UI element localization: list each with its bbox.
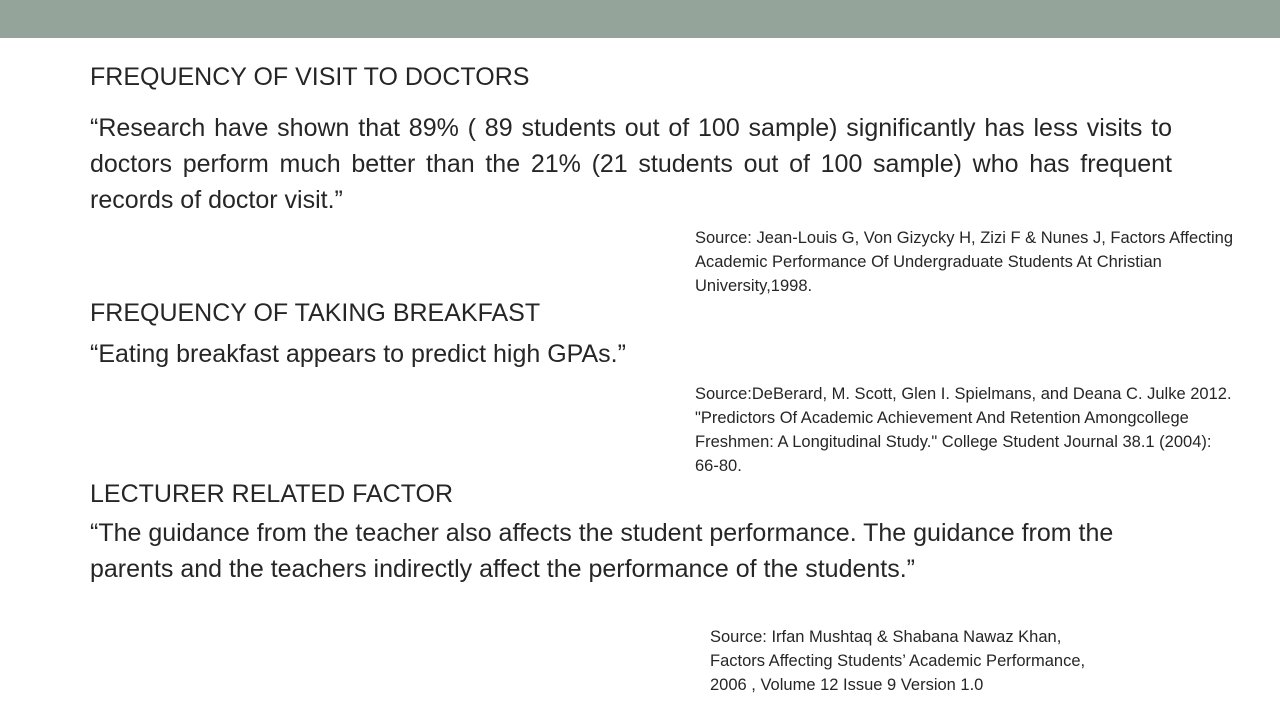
quote-doctor-visits: “Research have shown that 89% ( 89 students out of 100 sample) significantly has less visits to doctors perform much better than the 21% (21 students out of 100 sample) who has frequent records of doctor visit.” <box>90 114 1172 214</box>
source-doctor-visits: Source: Jean-Louis G, Von Gizycky H, Zizi F & Nunes J, Factors Affecting Academic Performance Of Undergraduate Students At Christian University,1998. <box>695 229 1233 295</box>
heading-lecturer: LECTURER RELATED FACTOR <box>90 480 454 508</box>
top-accent-bar <box>0 0 1280 38</box>
heading-doctor-visits: FREQUENCY OF VISIT TO DOCTORS <box>90 63 530 91</box>
source-lecturer: Source: Irfan Mushtaq & Shabana Nawaz Khan, Factors Affecting Students’ Academic Performance, 2006 , Volume 12 Issue 9 Version 1.0 <box>710 628 1086 694</box>
quote-lecturer: “The guidance from the teacher also affects the student performance. The guidance from the parents and the teachers indirectly affect the performance of the students.” <box>90 519 1114 583</box>
heading-breakfast: FREQUENCY OF TAKING BREAKFAST <box>90 299 541 327</box>
quote-breakfast: “Eating breakfast appears to predict high GPAs.” <box>90 340 626 368</box>
source-breakfast: Source:DeBerard, M. Scott, Glen I. Spielmans, and Deana C. Julke 2012. "Predictors Of Academic Achievement And Retention Amongcollege Freshmen: A Longitudinal Study." College Student Journal 38.1 (2004): 66-80. <box>695 385 1232 475</box>
